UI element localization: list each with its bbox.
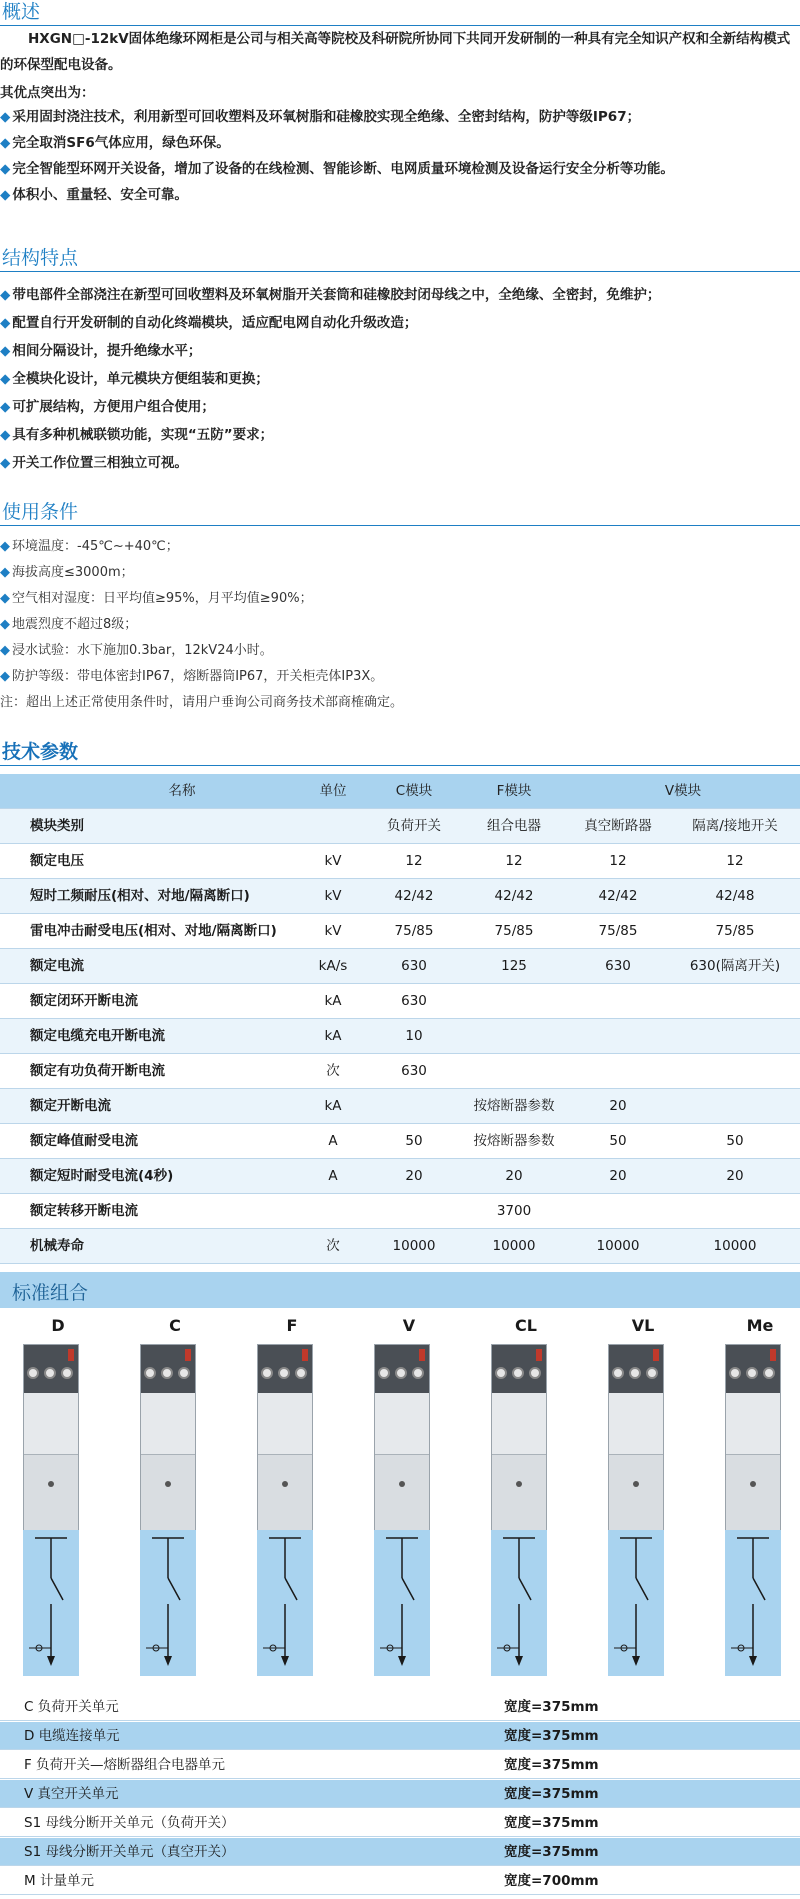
table-row bbox=[0, 1054, 800, 1089]
circuit-diagram bbox=[140, 1530, 196, 1676]
table-cell-name: 额定开断电流 bbox=[30, 1098, 111, 1114]
table-cell-c: 75/85 bbox=[394, 923, 434, 939]
table-cell-v2: 12 bbox=[726, 853, 744, 869]
conditions-point: ◆ 浸水试验：水下施加0.3bar，12kV24小时。 bbox=[0, 643, 273, 658]
list-item bbox=[0, 1867, 800, 1895]
cabinet-label: D bbox=[51, 1316, 65, 1335]
indicator-icon bbox=[68, 1349, 74, 1361]
circuit-diagram bbox=[23, 1530, 79, 1676]
table-cell-f bbox=[462, 1054, 566, 1089]
table-cell-unit: kA/s bbox=[318, 958, 348, 974]
table-row bbox=[0, 1124, 800, 1159]
table-cell-unit bbox=[300, 809, 366, 844]
combos-heading: 标准组合 bbox=[12, 1282, 89, 1304]
conditions-section-header bbox=[0, 500, 800, 530]
unit-width: 宽度=375mm bbox=[504, 1757, 599, 1773]
diamond-icon: ◆ bbox=[0, 669, 10, 684]
single-line-icon bbox=[725, 1530, 781, 1676]
table-cell-unit: A bbox=[328, 1133, 338, 1149]
handle-icon bbox=[516, 1481, 522, 1487]
table-cell-c: 10000 bbox=[392, 1238, 436, 1254]
cabinet-label: CL bbox=[515, 1316, 537, 1335]
table-cell-f: 按熔断器参数 bbox=[473, 1133, 555, 1149]
diamond-icon: ◆ bbox=[0, 591, 10, 606]
table-cell-name: 机械寿命 bbox=[30, 1238, 84, 1254]
overview-intro: HXGN□-12kV固体绝缘环网柜是公司与相关高等院校及科研院所协同下共同开发研制的一种具有完全知识产权和全新结构模式的环保型配电设备。 bbox=[0, 31, 791, 73]
table-cell-v1: 20 bbox=[609, 1098, 627, 1114]
table-cell-c: 负荷开关 bbox=[387, 818, 441, 834]
diamond-icon: ◆ bbox=[0, 455, 11, 471]
cabinet-label: Me bbox=[746, 1316, 774, 1335]
table-cell-f: 20 bbox=[505, 1168, 523, 1184]
table-cell-name: 额定电缆充电开断电流 bbox=[30, 1028, 165, 1044]
structure-point: ◆ 配置自行开发研制的自动化终端模块，适应配电网自动化升级改造； bbox=[0, 315, 418, 331]
cabinet-front bbox=[23, 1344, 79, 1544]
cabinet-front bbox=[491, 1344, 547, 1544]
knob-icon bbox=[646, 1367, 658, 1379]
table-cell-v1: 630 bbox=[605, 958, 631, 974]
structure-point: ◆ 全模块化设计，单元模块方便组装和更换； bbox=[0, 371, 269, 387]
table-row bbox=[0, 1159, 800, 1194]
tech-rule bbox=[0, 765, 800, 766]
knob-icon bbox=[512, 1367, 524, 1379]
table-cell-v2: 630(隔离开关) bbox=[689, 958, 781, 974]
list-item bbox=[0, 1751, 800, 1779]
unit-name: S1 母线分断开关单元（负荷开关） bbox=[24, 1815, 235, 1831]
table-cell-v1: 75/85 bbox=[598, 923, 638, 939]
diamond-icon: ◆ bbox=[0, 187, 11, 203]
table-cell-name: 额定转移开断电流 bbox=[30, 1203, 138, 1219]
diamond-icon: ◆ bbox=[0, 315, 11, 331]
circuit-diagram bbox=[725, 1530, 781, 1676]
diamond-icon: ◆ bbox=[0, 343, 11, 359]
table-cell-v2: 75/85 bbox=[715, 923, 755, 939]
mimic-panel bbox=[24, 1393, 78, 1455]
overview-lead: 其优点突出为： bbox=[0, 85, 95, 101]
handle-icon bbox=[399, 1481, 405, 1487]
mimic-panel bbox=[141, 1393, 195, 1455]
knob-icon bbox=[61, 1367, 73, 1379]
cabinet-unit bbox=[8, 1316, 108, 1676]
table-cell-f bbox=[462, 984, 566, 1019]
control-panel bbox=[258, 1345, 312, 1393]
table-cell-name: 短时工频耐压(相对、对地/隔离断口) bbox=[30, 888, 250, 904]
table-row bbox=[0, 1229, 800, 1264]
single-line-icon bbox=[374, 1530, 430, 1676]
table-row bbox=[0, 984, 800, 1019]
table-cell-c bbox=[366, 1089, 462, 1124]
mimic-panel bbox=[726, 1393, 780, 1455]
knob-icon bbox=[44, 1367, 56, 1379]
table-cell-c: 10 bbox=[405, 1028, 423, 1044]
circuit-diagram bbox=[257, 1530, 313, 1676]
table-cell-c bbox=[366, 1194, 462, 1229]
control-panel bbox=[726, 1345, 780, 1393]
structure-rule bbox=[0, 271, 800, 272]
knob-icon bbox=[144, 1367, 156, 1379]
knob-icon bbox=[763, 1367, 775, 1379]
indicator-icon bbox=[302, 1349, 308, 1361]
knob-icon bbox=[295, 1367, 307, 1379]
cabinet-unit bbox=[476, 1316, 576, 1676]
table-cell-v1: 50 bbox=[609, 1133, 627, 1149]
mimic-panel bbox=[609, 1393, 663, 1455]
unit-name: V 真空开关单元 bbox=[24, 1786, 119, 1802]
cabinet-label: V bbox=[402, 1316, 416, 1335]
table-cell-f: 42/42 bbox=[494, 888, 534, 904]
cabinet-unit bbox=[710, 1316, 800, 1676]
table-cell-f bbox=[462, 1019, 566, 1054]
structure-point: ◆ 相间分隔设计，提升绝缘水平； bbox=[0, 343, 202, 359]
tech-heading: 技术参数 bbox=[2, 741, 79, 763]
table-cell-unit: kV bbox=[324, 923, 342, 939]
header-unit: 单位 bbox=[319, 783, 347, 799]
cabinet-label: C bbox=[169, 1316, 181, 1335]
conditions-heading: 使用条件 bbox=[2, 501, 79, 523]
table-cell-c: 42/42 bbox=[394, 888, 434, 904]
header-name: 名称 bbox=[168, 783, 196, 799]
table-row bbox=[0, 1019, 800, 1054]
indicator-icon bbox=[536, 1349, 542, 1361]
single-line-icon bbox=[257, 1530, 313, 1676]
table-row bbox=[0, 949, 800, 984]
list-item bbox=[0, 1693, 800, 1721]
cabinet-unit bbox=[242, 1316, 342, 1676]
table-cell-c: 630 bbox=[401, 1063, 427, 1079]
cabinet-front bbox=[725, 1344, 781, 1544]
table-cell-name: 模块类别 bbox=[30, 818, 84, 834]
diamond-icon: ◆ bbox=[0, 135, 11, 151]
table-cell-unit: kV bbox=[324, 853, 342, 869]
spec-table-header bbox=[0, 774, 800, 809]
structure-section-header bbox=[0, 246, 800, 276]
cabinet-unit bbox=[359, 1316, 459, 1676]
cabinet-front bbox=[140, 1344, 196, 1544]
knob-icon bbox=[746, 1367, 758, 1379]
list-item bbox=[0, 1809, 800, 1837]
cabinet-front bbox=[257, 1344, 313, 1544]
structure-point: ◆ 可扩展结构，方便用户组合使用； bbox=[0, 399, 215, 415]
circuit-diagram bbox=[608, 1530, 664, 1676]
unit-width: 宽度=375mm bbox=[504, 1786, 599, 1802]
handle-icon bbox=[282, 1481, 288, 1487]
knob-icon bbox=[612, 1367, 624, 1379]
table-cell-c: 12 bbox=[405, 853, 423, 869]
cabinet-label: F bbox=[286, 1316, 298, 1335]
conditions-point: ◆ 环境温度：-45℃~+40℃； bbox=[0, 539, 179, 554]
table-cell-v1 bbox=[566, 1194, 670, 1229]
conditions-point: ◆ 空气相对湿度：日平均值≥95%，月平均值≥90%； bbox=[0, 591, 313, 606]
mimic-panel bbox=[492, 1393, 546, 1455]
table-cell-v1 bbox=[566, 984, 670, 1019]
unit-name: S1 母线分断开关单元（真空开关） bbox=[24, 1844, 235, 1860]
knob-icon bbox=[729, 1367, 741, 1379]
unit-width: 宽度=375mm bbox=[504, 1844, 599, 1860]
unit-width: 宽度=375mm bbox=[504, 1728, 599, 1744]
knob-icon bbox=[629, 1367, 641, 1379]
single-line-icon bbox=[608, 1530, 664, 1676]
control-panel bbox=[141, 1345, 195, 1393]
table-cell-v1 bbox=[566, 1054, 670, 1089]
header-c-module: C模块 bbox=[395, 783, 433, 799]
mimic-panel bbox=[375, 1393, 429, 1455]
table-cell-c: 50 bbox=[405, 1133, 423, 1149]
diamond-icon: ◆ bbox=[0, 161, 11, 177]
header-v-module: V模块 bbox=[664, 783, 702, 799]
table-row bbox=[0, 809, 800, 844]
table-cell-unit: 次 bbox=[326, 1063, 340, 1079]
indicator-icon bbox=[185, 1349, 191, 1361]
single-line-icon bbox=[23, 1530, 79, 1676]
diamond-icon: ◆ bbox=[0, 643, 10, 658]
handle-icon bbox=[48, 1481, 54, 1487]
diamond-icon: ◆ bbox=[0, 399, 11, 415]
diamond-icon: ◆ bbox=[0, 287, 11, 303]
knob-icon bbox=[378, 1367, 390, 1379]
table-cell-name: 额定电压 bbox=[30, 853, 84, 869]
knob-icon bbox=[161, 1367, 173, 1379]
table-cell-unit: kA bbox=[324, 993, 342, 1009]
cabinet-unit bbox=[593, 1316, 693, 1676]
control-panel bbox=[24, 1345, 78, 1393]
circuit-diagram bbox=[491, 1530, 547, 1676]
indicator-icon bbox=[419, 1349, 425, 1361]
cabinet-front bbox=[608, 1344, 664, 1544]
table-row bbox=[0, 1194, 800, 1229]
table-cell-f: 组合电器 bbox=[487, 818, 541, 834]
conditions-note: 注：超出上述正常使用条件时，请用户垂询公司商务技术部商榷确定。 bbox=[0, 695, 404, 710]
table-cell-name: 额定短时耐受电流(4秒) bbox=[30, 1168, 174, 1184]
conditions-point: ◆ 防护等级：带电体密封IP67，熔断器筒IP67，开关柜壳体IP3X。 bbox=[0, 669, 384, 684]
single-line-icon bbox=[140, 1530, 196, 1676]
table-cell-v1: 真空断路器 bbox=[584, 818, 652, 834]
table-cell-v2 bbox=[670, 1019, 800, 1054]
table-cell-c: 630 bbox=[401, 958, 427, 974]
cabinet-label: VL bbox=[631, 1316, 655, 1335]
table-cell-v2 bbox=[670, 984, 800, 1019]
table-row bbox=[0, 914, 800, 949]
handle-icon bbox=[165, 1481, 171, 1487]
table-cell-name: 雷电冲击耐受电压(相对、对地/隔离断口) bbox=[30, 923, 277, 939]
knob-icon bbox=[529, 1367, 541, 1379]
table-cell-v2: 隔离/接地开关 bbox=[692, 818, 778, 834]
control-panel bbox=[609, 1345, 663, 1393]
cabinet-unit bbox=[125, 1316, 225, 1676]
mimic-panel bbox=[258, 1393, 312, 1455]
table-row bbox=[0, 879, 800, 914]
handle-icon bbox=[750, 1481, 756, 1487]
structure-point: ◆ 开关工作位置三相独立可视。 bbox=[0, 455, 188, 471]
table-row bbox=[0, 1089, 800, 1124]
table-cell-v2 bbox=[670, 1089, 800, 1124]
table-cell-f: 75/85 bbox=[494, 923, 534, 939]
overview-point: ◆ 完全智能型环网开关设备，增加了设备的在线检测、智能诊断、电网质量环境检测及设备运行安全分析等功能。 bbox=[0, 161, 674, 177]
knob-icon bbox=[261, 1367, 273, 1379]
knob-icon bbox=[412, 1367, 424, 1379]
table-cell-v1: 20 bbox=[609, 1168, 627, 1184]
table-cell-v2: 50 bbox=[726, 1133, 744, 1149]
circuit-diagram bbox=[374, 1530, 430, 1676]
table-cell-unit: kA bbox=[324, 1098, 342, 1114]
conditions-point: ◆ 海拔高度≤3000m； bbox=[0, 565, 134, 580]
header-f-module: F模块 bbox=[496, 783, 532, 799]
unit-name: M 计量单元 bbox=[24, 1873, 94, 1889]
tech-section-header bbox=[0, 740, 800, 770]
table-cell-unit: kV bbox=[324, 888, 342, 904]
indicator-icon bbox=[770, 1349, 776, 1361]
conditions-rule bbox=[0, 525, 800, 526]
unit-width: 宽度=375mm bbox=[504, 1699, 599, 1715]
table-cell-v1 bbox=[566, 1019, 670, 1054]
diamond-icon: ◆ bbox=[0, 565, 10, 580]
list-item bbox=[0, 1780, 800, 1808]
table-cell-f: 125 bbox=[501, 958, 527, 974]
unit-name: C 负荷开关单元 bbox=[24, 1699, 119, 1715]
list-item bbox=[0, 1722, 800, 1750]
diamond-icon: ◆ bbox=[0, 539, 10, 554]
overview-point: ◆ 体积小、重量轻、安全可靠。 bbox=[0, 187, 188, 203]
table-cell-v2: 20 bbox=[726, 1168, 744, 1184]
table-cell-name: 额定电流 bbox=[30, 958, 84, 974]
table-cell-c: 630 bbox=[401, 993, 427, 1009]
unit-name: D 电缆连接单元 bbox=[24, 1728, 120, 1744]
indicator-icon bbox=[653, 1349, 659, 1361]
table-cell-c: 20 bbox=[405, 1168, 423, 1184]
table-cell-name: 额定闭环开断电流 bbox=[30, 993, 138, 1009]
table-cell-unit: A bbox=[328, 1168, 338, 1184]
control-panel bbox=[492, 1345, 546, 1393]
table-cell-unit: kA bbox=[324, 1028, 342, 1044]
unit-width: 宽度=700mm bbox=[504, 1873, 599, 1889]
list-item bbox=[0, 1838, 800, 1866]
table-cell-v2: 10000 bbox=[713, 1238, 757, 1254]
conditions-point: ◆ 地震烈度不超过8级； bbox=[0, 617, 138, 632]
table-cell-name: 额定有功负荷开断电流 bbox=[30, 1063, 165, 1079]
table-cell-f: 3700 bbox=[496, 1203, 532, 1219]
table-cell-v1: 10000 bbox=[596, 1238, 640, 1254]
table-row bbox=[0, 844, 800, 879]
table-cell-unit: 次 bbox=[326, 1238, 340, 1254]
table-cell-f: 按熔断器参数 bbox=[473, 1098, 555, 1114]
diamond-icon: ◆ bbox=[0, 617, 10, 632]
table-cell-v1: 42/42 bbox=[598, 888, 638, 904]
knob-icon bbox=[178, 1367, 190, 1379]
knob-icon bbox=[495, 1367, 507, 1379]
table-cell-v1: 12 bbox=[609, 853, 627, 869]
single-line-icon bbox=[491, 1530, 547, 1676]
unit-width: 宽度=375mm bbox=[504, 1815, 599, 1831]
knob-icon bbox=[395, 1367, 407, 1379]
table-cell-unit bbox=[300, 1194, 366, 1229]
table-cell-name: 额定峰值耐受电流 bbox=[30, 1133, 138, 1149]
table-cell-v2 bbox=[670, 1194, 800, 1229]
knob-icon bbox=[27, 1367, 39, 1379]
unit-name: F 负荷开关—熔断器组合电器单元 bbox=[24, 1757, 226, 1773]
overview-point: ◆ 完全取消SF6气体应用，绿色环保。 bbox=[0, 135, 230, 151]
knob-icon bbox=[278, 1367, 290, 1379]
combos-section-header bbox=[0, 1272, 800, 1308]
table-cell-f: 12 bbox=[505, 853, 523, 869]
structure-heading: 结构特点 bbox=[2, 247, 79, 269]
diamond-icon: ◆ bbox=[0, 371, 11, 387]
control-panel bbox=[375, 1345, 429, 1393]
handle-icon bbox=[633, 1481, 639, 1487]
diamond-icon: ◆ bbox=[0, 109, 11, 125]
overview-point: ◆ 采用固封浇注技术，利用新型可回收塑料及环氧树脂和硅橡胶实现全绝缘、全密封结构，防护等级IP67； bbox=[0, 109, 641, 125]
table-cell-f: 10000 bbox=[492, 1238, 536, 1254]
cabinet-front bbox=[374, 1344, 430, 1544]
structure-point: ◆ 带电部件全部浇注在新型可回收塑料及环氧树脂开关套筒和硅橡胶封闭母线之中，全绝缘、全密封，免维护； bbox=[0, 287, 661, 303]
table-cell-v2 bbox=[670, 1054, 800, 1089]
overview-heading: 概述 bbox=[2, 1, 41, 23]
table-cell-v2: 42/48 bbox=[715, 888, 755, 904]
structure-point: ◆ 具有多种机械联锁功能，实现“五防”要求； bbox=[0, 427, 274, 443]
diamond-icon: ◆ bbox=[0, 427, 11, 443]
